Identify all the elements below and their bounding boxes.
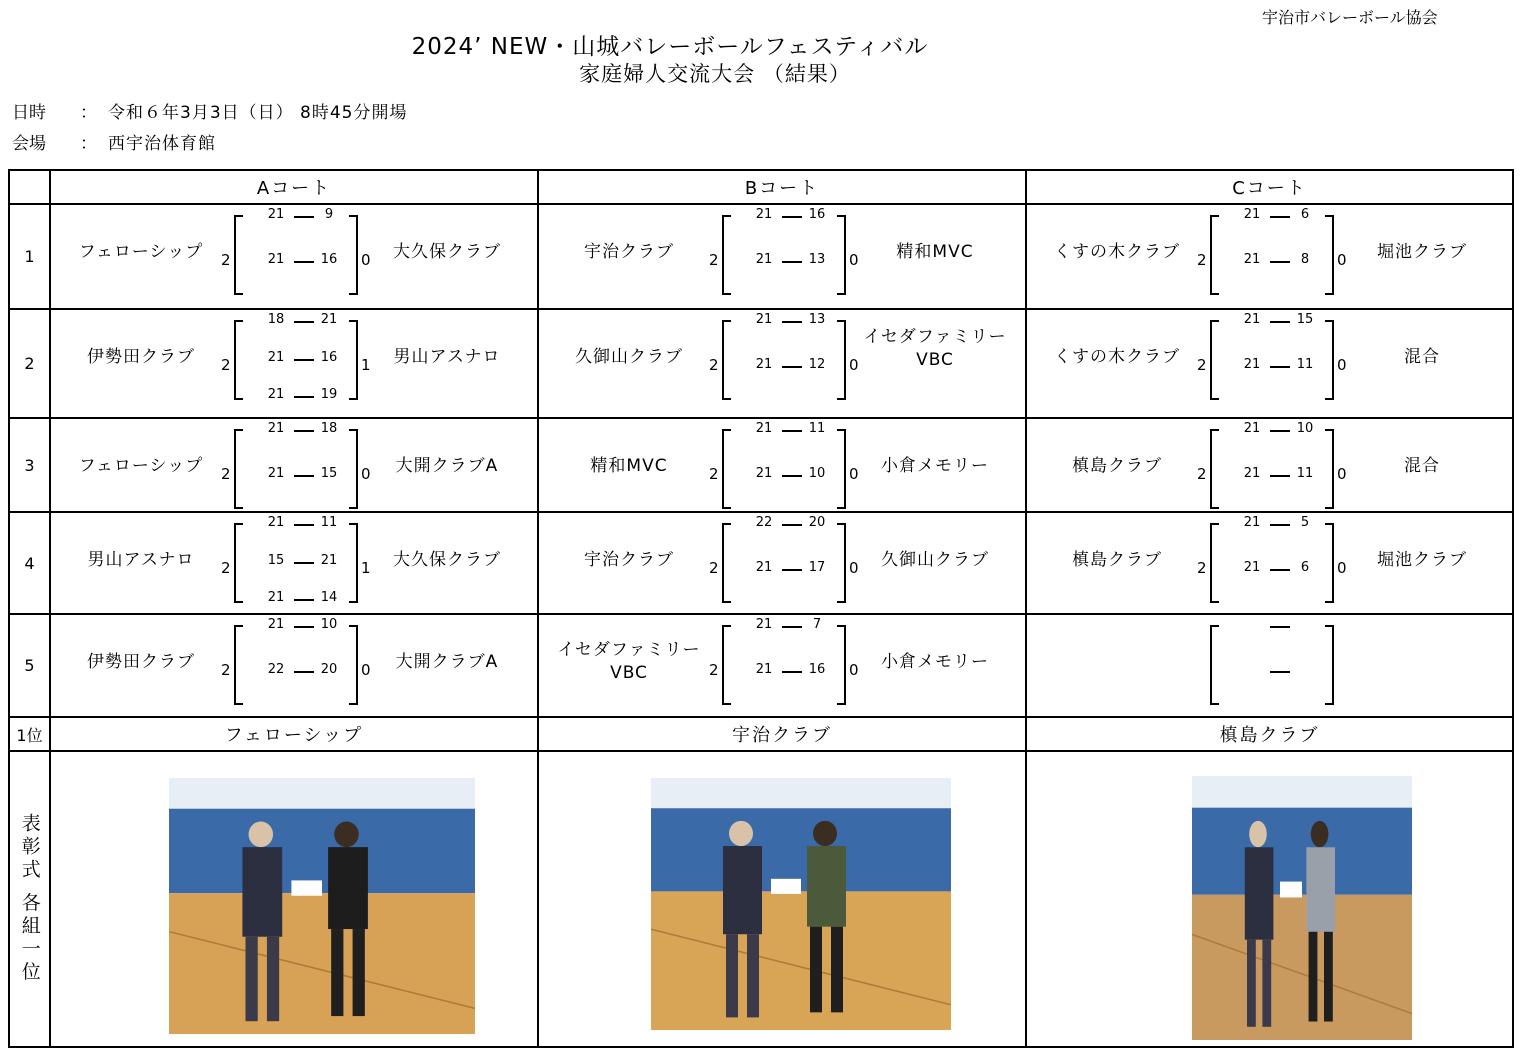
team-1-name: 槙島クラブ: [1072, 456, 1162, 476]
set-score-team-1: 21: [267, 207, 285, 222]
set-dash: [294, 430, 314, 432]
team-2-name: イセダファミリー VBC: [863, 327, 1007, 370]
bracket-left: [1210, 320, 1219, 400]
team-2-name: 大久保クラブ: [393, 550, 501, 570]
bracket-left: [1210, 215, 1219, 295]
ceremony-photo-cell: [1026, 751, 1513, 1047]
set-dash: [294, 321, 314, 323]
team-1-name: 伊勢田クラブ: [87, 347, 195, 367]
set-dash: [782, 569, 802, 571]
set-dash: [294, 261, 314, 263]
bracket-left: [1210, 523, 1219, 603]
team-2-name: 小倉メモリー: [881, 456, 989, 476]
set-score-team-2: 15: [1296, 312, 1314, 327]
set-score-team-1: 21: [755, 617, 773, 632]
award-photo-image: [169, 778, 475, 1034]
court-c-header: Cコート: [1026, 170, 1513, 204]
set-score-team-2: 6: [1300, 207, 1310, 222]
set-score: [734, 466, 844, 482]
bracket-left: [234, 429, 243, 509]
date-label: 日時: [12, 103, 46, 123]
team-1-name: 槙島クラブ: [1072, 550, 1162, 570]
set-score-team-1: 21: [1243, 515, 1261, 530]
set-score-team-2: 19: [320, 387, 338, 402]
match-cell: [538, 204, 1026, 309]
set-score: [246, 421, 356, 437]
set-score: [1222, 252, 1332, 268]
match: [51, 615, 537, 716]
set-score: [734, 252, 844, 268]
set-dash: [1270, 261, 1290, 263]
set-dash: [782, 671, 802, 673]
set-score-team-1: 22: [755, 515, 773, 530]
team-2-name: 混合: [1404, 347, 1440, 367]
venue-row: [12, 129, 216, 154]
set-dash: [294, 562, 314, 564]
date-sep: ：: [80, 103, 97, 123]
set-dash: [782, 475, 802, 477]
set-dash: [294, 524, 314, 526]
set-score-team-1: 21: [267, 252, 285, 267]
match: [51, 205, 537, 308]
team-2-sets-won: 0: [849, 465, 859, 483]
set-score-team-2: 10: [808, 466, 826, 481]
team-2-name: 大開クラブA: [395, 652, 499, 672]
team-1-sets-won: 2: [709, 559, 719, 577]
team-1-name: 久御山クラブ: [575, 347, 683, 367]
set-score-team-1: 21: [267, 350, 285, 365]
page-title: 2024’ NEW・山城バレーボールフェスティバル: [411, 34, 929, 60]
set-score: [246, 515, 356, 531]
ceremony-photo-cell: [50, 751, 538, 1047]
ceremony-row: [9, 751, 1513, 1047]
set-score: [1222, 207, 1332, 223]
set-score: [1222, 312, 1332, 328]
award-photo: [651, 778, 951, 1030]
organization-name: 宇治市バレーボール協会: [1262, 8, 1438, 27]
set-score-team-1: 21: [267, 590, 285, 605]
match: [51, 310, 537, 417]
team-2-name: 堀池クラブ: [1377, 550, 1467, 570]
match-cell: [538, 309, 1026, 418]
match-cell: [50, 614, 538, 717]
team-1-sets-won: 2: [1197, 465, 1207, 483]
set-score-team-2: 16: [320, 350, 338, 365]
team-1-sets-won: 2: [709, 251, 719, 269]
set-score-team-1: 21: [755, 252, 773, 267]
set-dash: [1270, 430, 1290, 432]
team-2-sets-won: 1: [361, 356, 371, 374]
set-dash: [782, 524, 802, 526]
bracket-left: [722, 215, 731, 295]
set-dash: [1270, 366, 1290, 368]
set-score-team-2: 16: [808, 207, 826, 222]
set-score-team-1: 21: [755, 560, 773, 575]
team-1-name: くすの木クラブ: [1054, 242, 1180, 262]
date-value: 令和６年3月3日（日） 8時45分開場: [108, 103, 408, 123]
match-cell: [1026, 418, 1513, 512]
award-photo: [1192, 776, 1412, 1040]
match-cell: [50, 512, 538, 614]
team-2-sets-won: 0: [1337, 251, 1347, 269]
team-1-name: くすの木クラブ: [1054, 347, 1180, 367]
venue-label: 会場: [12, 134, 46, 154]
set-score: [734, 662, 844, 678]
team-1-sets-won: 2: [221, 356, 231, 374]
match-cell: [538, 418, 1026, 512]
team-1-name: フェローシップ: [78, 456, 204, 476]
set-score-team-2: 12: [808, 357, 826, 372]
team-2-name: 大久保クラブ: [393, 242, 501, 262]
set-dash: [782, 216, 802, 218]
set-score: [1222, 466, 1332, 482]
set-score-team-2: 11: [1296, 466, 1314, 481]
set-score: [1222, 617, 1332, 633]
bracket-left: [1210, 429, 1219, 509]
bracket-left: [722, 523, 731, 603]
set-score-team-2: 10: [1296, 421, 1314, 436]
set-score-team-1: 21: [1243, 421, 1261, 436]
set-dash: [294, 475, 314, 477]
court-winner: フェローシップ: [50, 717, 538, 751]
set-score: [246, 466, 356, 482]
set-score-team-2: 13: [808, 252, 826, 267]
set-score-team-2: 17: [808, 560, 826, 575]
team-1-name: イセダファミリー VBC: [557, 640, 701, 683]
bracket-left: [234, 523, 243, 603]
team-1-name: フェローシップ: [78, 242, 204, 262]
set-dash: [294, 216, 314, 218]
set-dash: [782, 321, 802, 323]
set-score: [734, 560, 844, 576]
match-cell: [50, 418, 538, 512]
page-subtitle: 家庭婦人交流大会 （結果）: [579, 62, 851, 86]
set-score-team-1: 18: [267, 312, 285, 327]
team-1-sets-won: 2: [709, 661, 719, 679]
team-2-sets-won: 0: [849, 661, 859, 679]
set-score: [246, 590, 356, 606]
match-cell: [50, 204, 538, 309]
set-score-team-1: 21: [267, 421, 285, 436]
set-score-team-1: 21: [267, 617, 285, 632]
award-photo-image: [1192, 776, 1412, 1040]
match: [1027, 419, 1512, 511]
set-score-team-2: 16: [320, 252, 338, 267]
team-1-sets-won: 2: [1197, 251, 1207, 269]
team-2-sets-won: 0: [1337, 559, 1347, 577]
first-place-label: 1位: [9, 717, 50, 751]
set-score-team-1: 21: [267, 387, 285, 402]
match: [51, 419, 537, 511]
team-1-name: 精和MVC: [590, 456, 668, 476]
date-row: [12, 98, 407, 123]
team-1-name: 伊勢田クラブ: [87, 652, 195, 672]
ceremony-label-text: 表彰式 各組一位: [18, 813, 41, 985]
bracket-left: [722, 429, 731, 509]
set-dash: [294, 671, 314, 673]
corner-cell: [9, 170, 50, 204]
match: [51, 513, 537, 613]
set-score: [246, 350, 356, 366]
set-score-team-1: 21: [1243, 560, 1261, 575]
set-dash: [1270, 524, 1290, 526]
set-dash: [294, 626, 314, 628]
match-cell: [50, 309, 538, 418]
match: [539, 615, 1025, 716]
set-dash: [294, 396, 314, 398]
team-2-sets-won: 0: [361, 661, 371, 679]
set-dash: [782, 366, 802, 368]
set-score-team-1: 21: [1243, 252, 1261, 267]
set-score: [246, 207, 356, 223]
set-score-team-2: 11: [1296, 357, 1314, 372]
set-score-team-1: 21: [1243, 466, 1261, 481]
set-score-team-2: 6: [1300, 560, 1310, 575]
ceremony-label: [9, 751, 50, 1047]
award-photo: [169, 778, 475, 1034]
set-dash: [294, 359, 314, 361]
round-row: [9, 512, 1513, 614]
bracket-left: [1210, 625, 1219, 705]
set-score-team-2: 5: [1300, 515, 1310, 530]
team-1-sets-won: 2: [1197, 559, 1207, 577]
set-score: [734, 357, 844, 373]
team-2-name: 久御山クラブ: [881, 550, 989, 570]
set-score-team-2: 11: [808, 421, 826, 436]
team-2-name: 小倉メモリー: [881, 652, 989, 672]
set-score: [1222, 357, 1332, 373]
set-score-team-1: 21: [755, 662, 773, 677]
round-number: 2: [9, 309, 50, 418]
set-score-team-1: 21: [267, 466, 285, 481]
team-2-name: 混合: [1404, 456, 1440, 476]
set-score: [246, 662, 356, 678]
set-score: [246, 553, 356, 569]
team-2-sets-won: 0: [849, 251, 859, 269]
set-score-team-1: 21: [755, 421, 773, 436]
set-dash: [1270, 671, 1290, 673]
match-cell: [1026, 309, 1513, 418]
bracket-left: [722, 320, 731, 400]
set-score-team-2: 20: [320, 662, 338, 677]
team-2-name: 大開クラブA: [395, 456, 499, 476]
set-score: [734, 617, 844, 633]
set-score: [246, 617, 356, 633]
set-score: [734, 421, 844, 437]
match: [539, 310, 1025, 417]
court-winner: 宇治クラブ: [538, 717, 1026, 751]
round-number: 4: [9, 512, 50, 614]
set-score-team-1: 21: [755, 207, 773, 222]
team-1-name: 宇治クラブ: [584, 550, 674, 570]
team-1-sets-won: 2: [221, 465, 231, 483]
set-score-team-1: 21: [755, 357, 773, 372]
team-2-sets-won: 0: [361, 251, 371, 269]
ceremony-photo-cell: [538, 751, 1026, 1047]
set-score-team-2: 10: [320, 617, 338, 632]
set-score-team-1: 21: [755, 466, 773, 481]
set-score-team-2: 18: [320, 421, 338, 436]
match: [539, 205, 1025, 308]
first-place-row: [9, 717, 1513, 751]
set-score: [1222, 662, 1332, 678]
set-score-team-1: 21: [1243, 207, 1261, 222]
team-2-sets-won: 0: [1337, 356, 1347, 374]
round-number: 5: [9, 614, 50, 717]
set-dash: [1270, 321, 1290, 323]
team-2-sets-won: 0: [361, 465, 371, 483]
set-dash: [1270, 626, 1290, 628]
set-score-team-2: 20: [808, 515, 826, 530]
set-score-team-1: 21: [1243, 312, 1261, 327]
match-cell: [538, 614, 1026, 717]
set-score-team-1: 21: [267, 515, 285, 530]
round-number: 1: [9, 204, 50, 309]
match: [1027, 310, 1512, 417]
set-score: [246, 312, 356, 328]
round-number: 3: [9, 418, 50, 512]
set-score: [1222, 560, 1332, 576]
bracket-left: [234, 320, 243, 400]
round-row: [9, 418, 1513, 512]
set-dash: [1270, 569, 1290, 571]
team-1-sets-won: 2: [221, 559, 231, 577]
set-dash: [1270, 475, 1290, 477]
team-2-name: 男山アスナロ: [393, 347, 501, 367]
court-winner: 槙島クラブ: [1026, 717, 1513, 751]
bracket-left: [234, 625, 243, 705]
set-score-team-2: 14: [320, 590, 338, 605]
team-2-sets-won: 1: [361, 559, 371, 577]
set-score-team-2: 7: [812, 617, 822, 632]
match-cell: [1026, 204, 1513, 309]
team-2-name: 堀池クラブ: [1377, 242, 1467, 262]
set-score-team-1: 15: [267, 553, 285, 568]
set-score-team-1: 21: [1243, 357, 1261, 372]
team-1-name: 男山アスナロ: [87, 550, 195, 570]
bracket-left: [722, 625, 731, 705]
set-dash: [1270, 216, 1290, 218]
match: [1027, 205, 1512, 308]
set-score: [734, 207, 844, 223]
set-score-team-2: 16: [808, 662, 826, 677]
match: [539, 513, 1025, 613]
team-2-sets-won: 0: [1337, 465, 1347, 483]
set-score: [246, 387, 356, 403]
team-1-sets-won: 2: [709, 465, 719, 483]
results-table: [8, 169, 1514, 1048]
match-cell: [1026, 614, 1513, 717]
team-1-sets-won: 2: [709, 356, 719, 374]
set-dash: [782, 626, 802, 628]
team-2-sets-won: 0: [849, 356, 859, 374]
match-cell: [538, 512, 1026, 614]
set-score-team-2: 21: [320, 312, 338, 327]
set-score-team-1: 22: [267, 662, 285, 677]
match-cell: [1026, 512, 1513, 614]
set-score-team-2: 15: [320, 466, 338, 481]
set-score-team-2: 8: [1300, 252, 1310, 267]
team-1-sets-won: 2: [221, 251, 231, 269]
venue-sep: ：: [80, 134, 97, 154]
set-score: [734, 312, 844, 328]
bracket-left: [234, 215, 243, 295]
team-1-sets-won: 2: [1197, 356, 1207, 374]
venue-value: 西宇治体育館: [108, 134, 216, 154]
match: [539, 419, 1025, 511]
team-2-name: 精和MVC: [896, 242, 974, 262]
team-1-sets-won: 2: [221, 661, 231, 679]
court-a-header: Aコート: [50, 170, 538, 204]
match: [1027, 513, 1512, 613]
team-2-sets-won: 0: [849, 559, 859, 577]
set-score: [734, 515, 844, 531]
set-score-team-2: 11: [320, 515, 338, 530]
set-dash: [782, 430, 802, 432]
round-row: [9, 614, 1513, 717]
set-score: [1222, 421, 1332, 437]
set-dash: [782, 261, 802, 263]
set-score-team-2: 13: [808, 312, 826, 327]
set-score: [1222, 515, 1332, 531]
award-photo-image: [651, 778, 951, 1030]
court-b-header: Bコート: [538, 170, 1026, 204]
round-row: [9, 309, 1513, 418]
set-score-team-2: 21: [320, 553, 338, 568]
match: [1027, 615, 1512, 716]
team-1-name: 宇治クラブ: [584, 242, 674, 262]
set-dash: [294, 599, 314, 601]
set-score-team-2: 9: [324, 207, 334, 222]
set-score: [246, 252, 356, 268]
round-row: [9, 204, 1513, 309]
set-score-team-1: 21: [755, 312, 773, 327]
